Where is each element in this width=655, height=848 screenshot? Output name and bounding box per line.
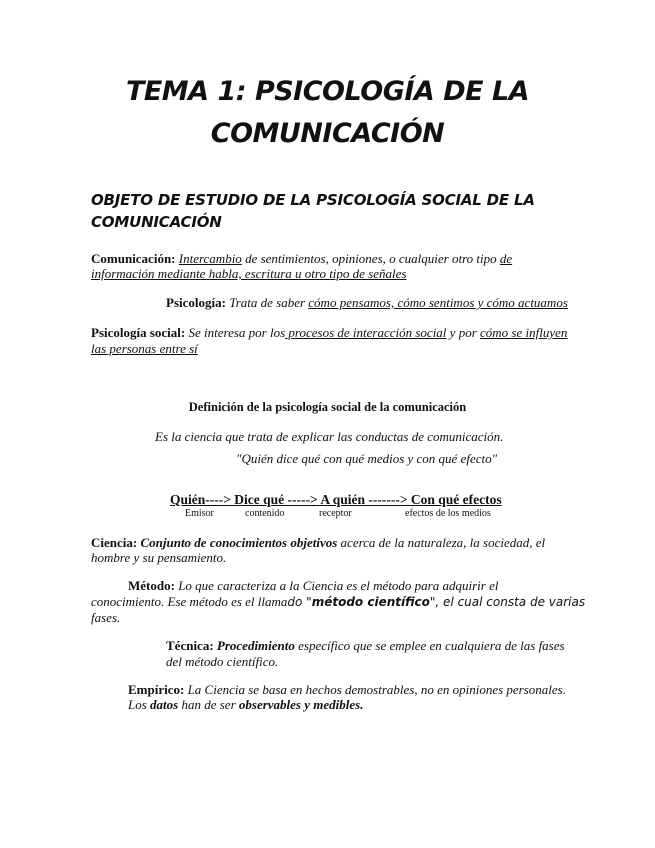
metodo-text-sans-2: ", el cual consta de varias	[429, 595, 586, 609]
metodo-term: Método:	[128, 578, 175, 593]
empirico-text-2: Los	[128, 697, 151, 712]
metodo-text-1: Lo que caracteriza a la Ciencia es el método para adquirir el	[174, 578, 499, 593]
tecnica-text-1: específico que se emplee en cualquiera de las fases	[294, 638, 565, 653]
psicologia-underlined: cómo pensamos, cómo sentimos y cómo actuamos	[308, 295, 568, 310]
ciencia-definition-line-1	[91, 535, 545, 551]
metodo-definition-line-3: fases.	[91, 610, 121, 625]
comunicacion-term: Comunicación:	[91, 251, 176, 266]
psicologia-social-underlined-3: las personas entre sí	[91, 341, 198, 356]
chain-label-receptor: receptor	[319, 508, 352, 519]
psicologia-social-term: Psicología social:	[91, 325, 186, 340]
psicologia-social-text-2: y por	[446, 325, 481, 340]
empirico-bold-datos: datos	[150, 697, 179, 712]
comunicacion-underlined-1: Intercambio	[178, 251, 242, 266]
ciencia-definition-line-2: hombre y su pensamiento.	[91, 550, 227, 565]
psicologia-social-definition-line-2	[91, 341, 198, 357]
document-title-line-2: COMUNICACIÓN	[210, 118, 445, 149]
section-heading-line-1: OBJETO DE ESTUDIO DE LA PSICOLOGÍA SOCIAL DE LA	[91, 191, 535, 209]
definicion-line-1: Es la ciencia que trata de explicar las conductas de comunicación.	[155, 429, 504, 444]
empirico-term: Empírico:	[128, 682, 185, 697]
comunicacion-text-1: de sentimientos, opiniones, o cualquier otro tipo	[241, 251, 500, 266]
metodo-text-2: conocimiento. Ese método es el llama	[91, 594, 288, 609]
tecnica-definition-line-1	[166, 638, 565, 654]
empirico-definition-line-2	[128, 697, 363, 713]
comunicacion-underlined-3: información mediante habla, escritura u otro tipo de señales	[91, 266, 407, 281]
psicologia-definition	[166, 295, 568, 311]
metodo-definition-line-1	[128, 578, 498, 594]
definicion-line-2: "Quién dice qué con qué medios y con qué efecto"	[236, 451, 498, 466]
psicologia-social-text-1: Se interesa por los	[185, 325, 286, 340]
comunicacion-definition-line-2	[91, 266, 406, 282]
psicologia-text: Trata de saber	[225, 295, 309, 310]
comunicacion-underlined-2: de	[499, 251, 513, 266]
psicologia-social-underlined-1: procesos de interacción social	[285, 325, 447, 340]
ciencia-term: Ciencia:	[91, 535, 138, 550]
tecnica-term: Técnica:	[166, 638, 214, 653]
empirico-text-1: La Ciencia se basa en hechos demostrables, no en opiniones personales.	[184, 682, 566, 697]
ciencia-bold-italic: Conjunto de conocimientos objetivos	[137, 535, 338, 550]
psicologia-social-definition-line-1	[91, 325, 567, 341]
section-heading-line-2: COMUNICACIÓN	[91, 213, 222, 231]
chain-label-emisor: Emisor	[185, 508, 214, 519]
ciencia-text-1: acerca de la naturaleza, la sociedad, el	[337, 535, 546, 550]
comunicacion-definition-line-1	[91, 251, 512, 267]
tecnica-bold-italic: Procedimiento	[213, 638, 295, 653]
definicion-heading: Definición de la psicología social de la comunicación	[188, 400, 467, 414]
metodo-text-sans-1: do "	[287, 595, 312, 609]
tecnica-definition-line-2: del método científico.	[166, 654, 279, 669]
metodo-bold-term: método científico	[311, 595, 430, 609]
chain-label-contenido: contenido	[245, 508, 285, 519]
chain-label-efectos: efectos de los medios	[405, 508, 491, 519]
psicologia-social-underlined-2: cómo se influyen	[480, 325, 568, 340]
empirico-text-3: han de ser	[178, 697, 239, 712]
empirico-definition-line-1	[128, 682, 566, 698]
psicologia-term: Psicología:	[166, 295, 226, 310]
communication-chain: Quién----> Dice qué -----> A quién -------> Con qué efectos	[170, 492, 502, 507]
metodo-definition-line-2	[91, 594, 585, 610]
document-title-line-1: TEMA 1: PSICOLOGÍA DE LA	[125, 76, 530, 107]
empirico-bold-observables: observables y medibles.	[238, 697, 364, 712]
